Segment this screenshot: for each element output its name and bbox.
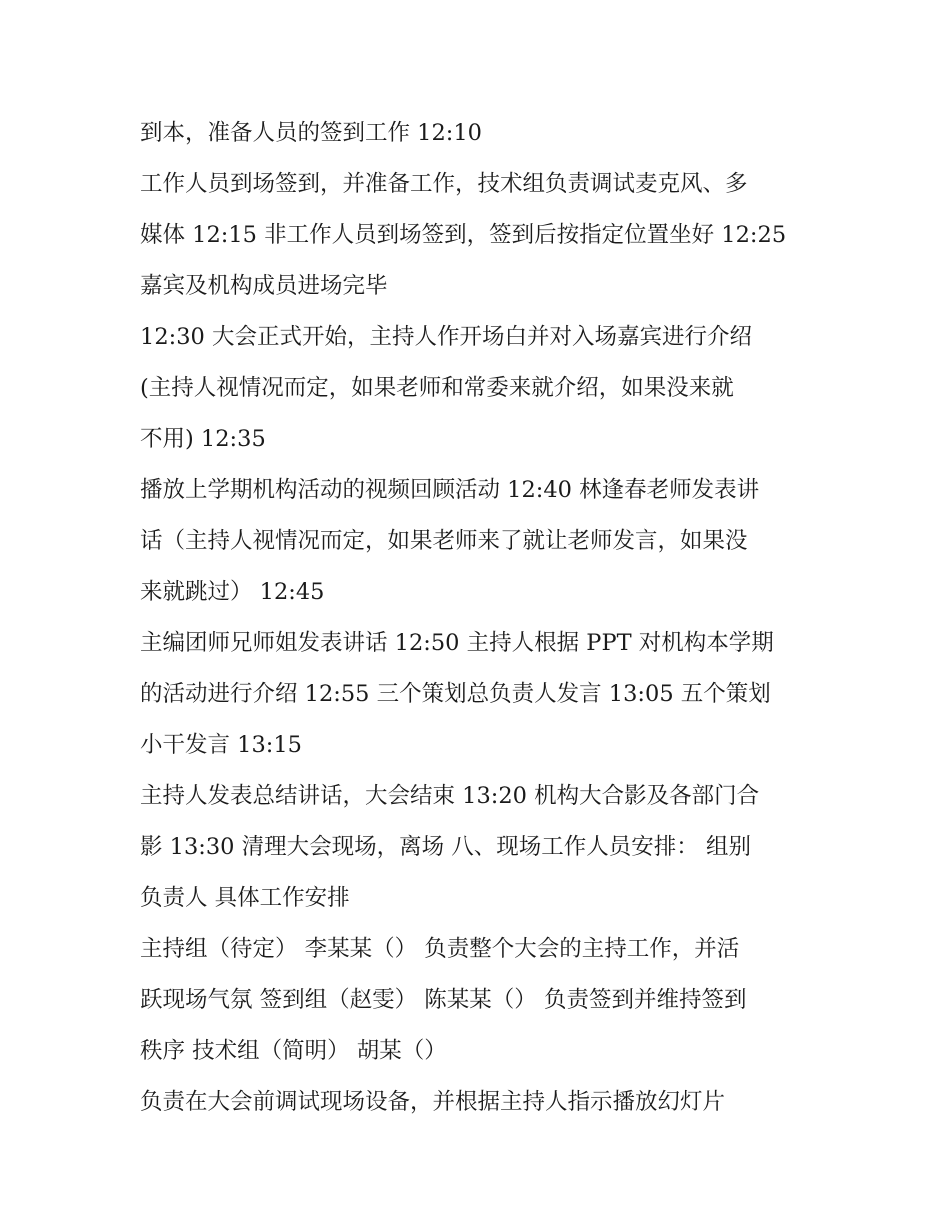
- text-line: 工作人员到场签到，并准备工作，技术组负责调试麦克风、多: [140, 171, 748, 197]
- text-line: 不用) 12:35: [140, 426, 266, 452]
- paragraph: [140, 618, 820, 771]
- text-line: 负责人 具体工作安排: [140, 885, 350, 911]
- paragraph: [140, 465, 820, 618]
- text-line: 主持人发表总结讲话，大会结束 13:20 机构大合影及各部门合: [140, 783, 760, 809]
- text-line: 来就跳过） 12:45: [140, 579, 325, 605]
- document-body: [140, 108, 820, 1128]
- text-line: 嘉宾及机构成员进场完毕: [140, 273, 388, 299]
- text-line: 到本，准备人员的签到工作 12:10: [140, 120, 482, 146]
- paragraph: [140, 1077, 820, 1128]
- paragraph: [140, 312, 820, 465]
- text-line: 秩序 技术组（简明） 胡某（）: [140, 1038, 447, 1064]
- text-line: 跃现场气氛 签到组（赵雯） 陈某某（） 负责签到并维持签到: [140, 987, 747, 1013]
- text-line: 小干发言 13:15: [140, 732, 302, 758]
- text-line: 话（主持人视情况而定，如果老师来了就让老师发言，如果没: [140, 528, 748, 554]
- paragraph: [140, 924, 820, 1077]
- text-line: 媒体 12:15 非工作人员到场签到，签到后按指定位置坐好 12:25: [140, 222, 787, 248]
- paragraph: [140, 159, 820, 312]
- text-line: 负责在大会前调试现场设备，并根据主持人指示播放幻灯片: [140, 1089, 726, 1115]
- text-line: 12:30 大会正式开始，主持人作开场白并对入场嘉宾进行介绍: [140, 324, 752, 350]
- text-line: 主编团师兄师姐发表讲话 12:50 主持人根据 PPT 对机构本学期: [140, 630, 774, 656]
- text-line: 的活动进行介绍 12:55 三个策划总负责人发言 13:05 五个策划: [140, 681, 771, 707]
- text-line: 影 13:30 清理大会现场，离场 八、现场工作人员安排： 组别: [140, 834, 751, 860]
- paragraph: [140, 108, 820, 159]
- text-line: 播放上学期机构活动的视频回顾活动 12:40 林逢春老师发表讲: [140, 477, 760, 503]
- text-line: (主持人视情况而定，如果老师和常委来就介绍，如果没来就: [140, 375, 734, 401]
- text-line: 主持组（待定） 李某某（） 负责整个大会的主持工作，并活: [140, 936, 740, 962]
- paragraph: [140, 771, 820, 924]
